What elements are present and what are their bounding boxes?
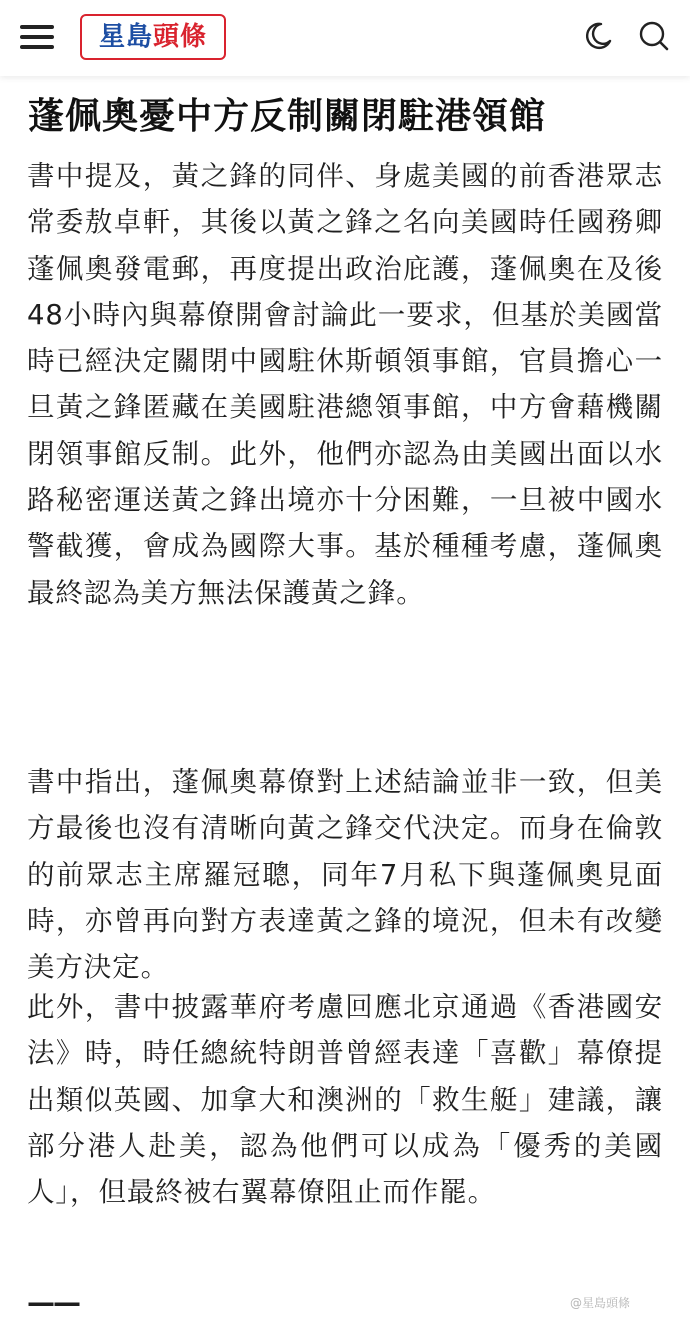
- hamburger-menu-icon[interactable]: [20, 22, 56, 52]
- article-title: 蓬佩奧憂中方反制關閉駐港領館: [28, 96, 547, 137]
- moon-icon[interactable]: [582, 20, 614, 52]
- logo-text: 星島頭條: [98, 22, 208, 52]
- search-icon[interactable]: [638, 20, 670, 52]
- top-navigation-bar: [0, 0, 690, 76]
- article-paragraph-3: 此外，書中披露華府考慮回應北京通過《香港國安法》時，時任總統特朗普曾經表達「喜歡」幕僚提出類似英國、加拿大和澳洲的「救生艇」建議，讓部分港人赴美，認為他們可以成為「優秀的美國人」，但最終被右翼幕僚阻止而作罷。: [27, 991, 663, 1209]
- source-watermark: @星島頭條: [570, 1296, 631, 1310]
- article-paragraph-1: 書中提及，黃之鋒的同伴、身處美國的前香港眾志常委敖卓軒，其後以黃之鋒之名向美國時任國務卿蓬佩奧發電郵，再度提出政治庇護，蓬佩奧在及後48小時內與幕僚開會討論此一要求，但基於美國當時已經決定關閉中國駐休斯頓領事館，官員擔心一旦黃之鋒匿藏在美國駐港總領事館，中方會藉機關閉領事館反制。此外，他們亦認為由美國出面以水路秘密運送黃之鋒出境亦十分困難，一旦被中國水警截獲，會成為國際大事。基於種種考慮，蓬佩奧最終認為美方無法保護黃之鋒。: [27, 160, 663, 609]
- site-logo[interactable]: [80, 14, 226, 60]
- end-of-article-mark: ——: [27, 1286, 79, 1319]
- article-paragraph-2: 書中指出，蓬佩奧幕僚對上述結論並非一致，但美方最後也沒有清晰向黃之鋒交代決定。而身在倫敦的前眾志主席羅冠聰，同年7月私下與蓬佩奧見面時，亦曾再向對方表達黃之鋒的境況，但未有改變美方決定。: [27, 766, 663, 984]
